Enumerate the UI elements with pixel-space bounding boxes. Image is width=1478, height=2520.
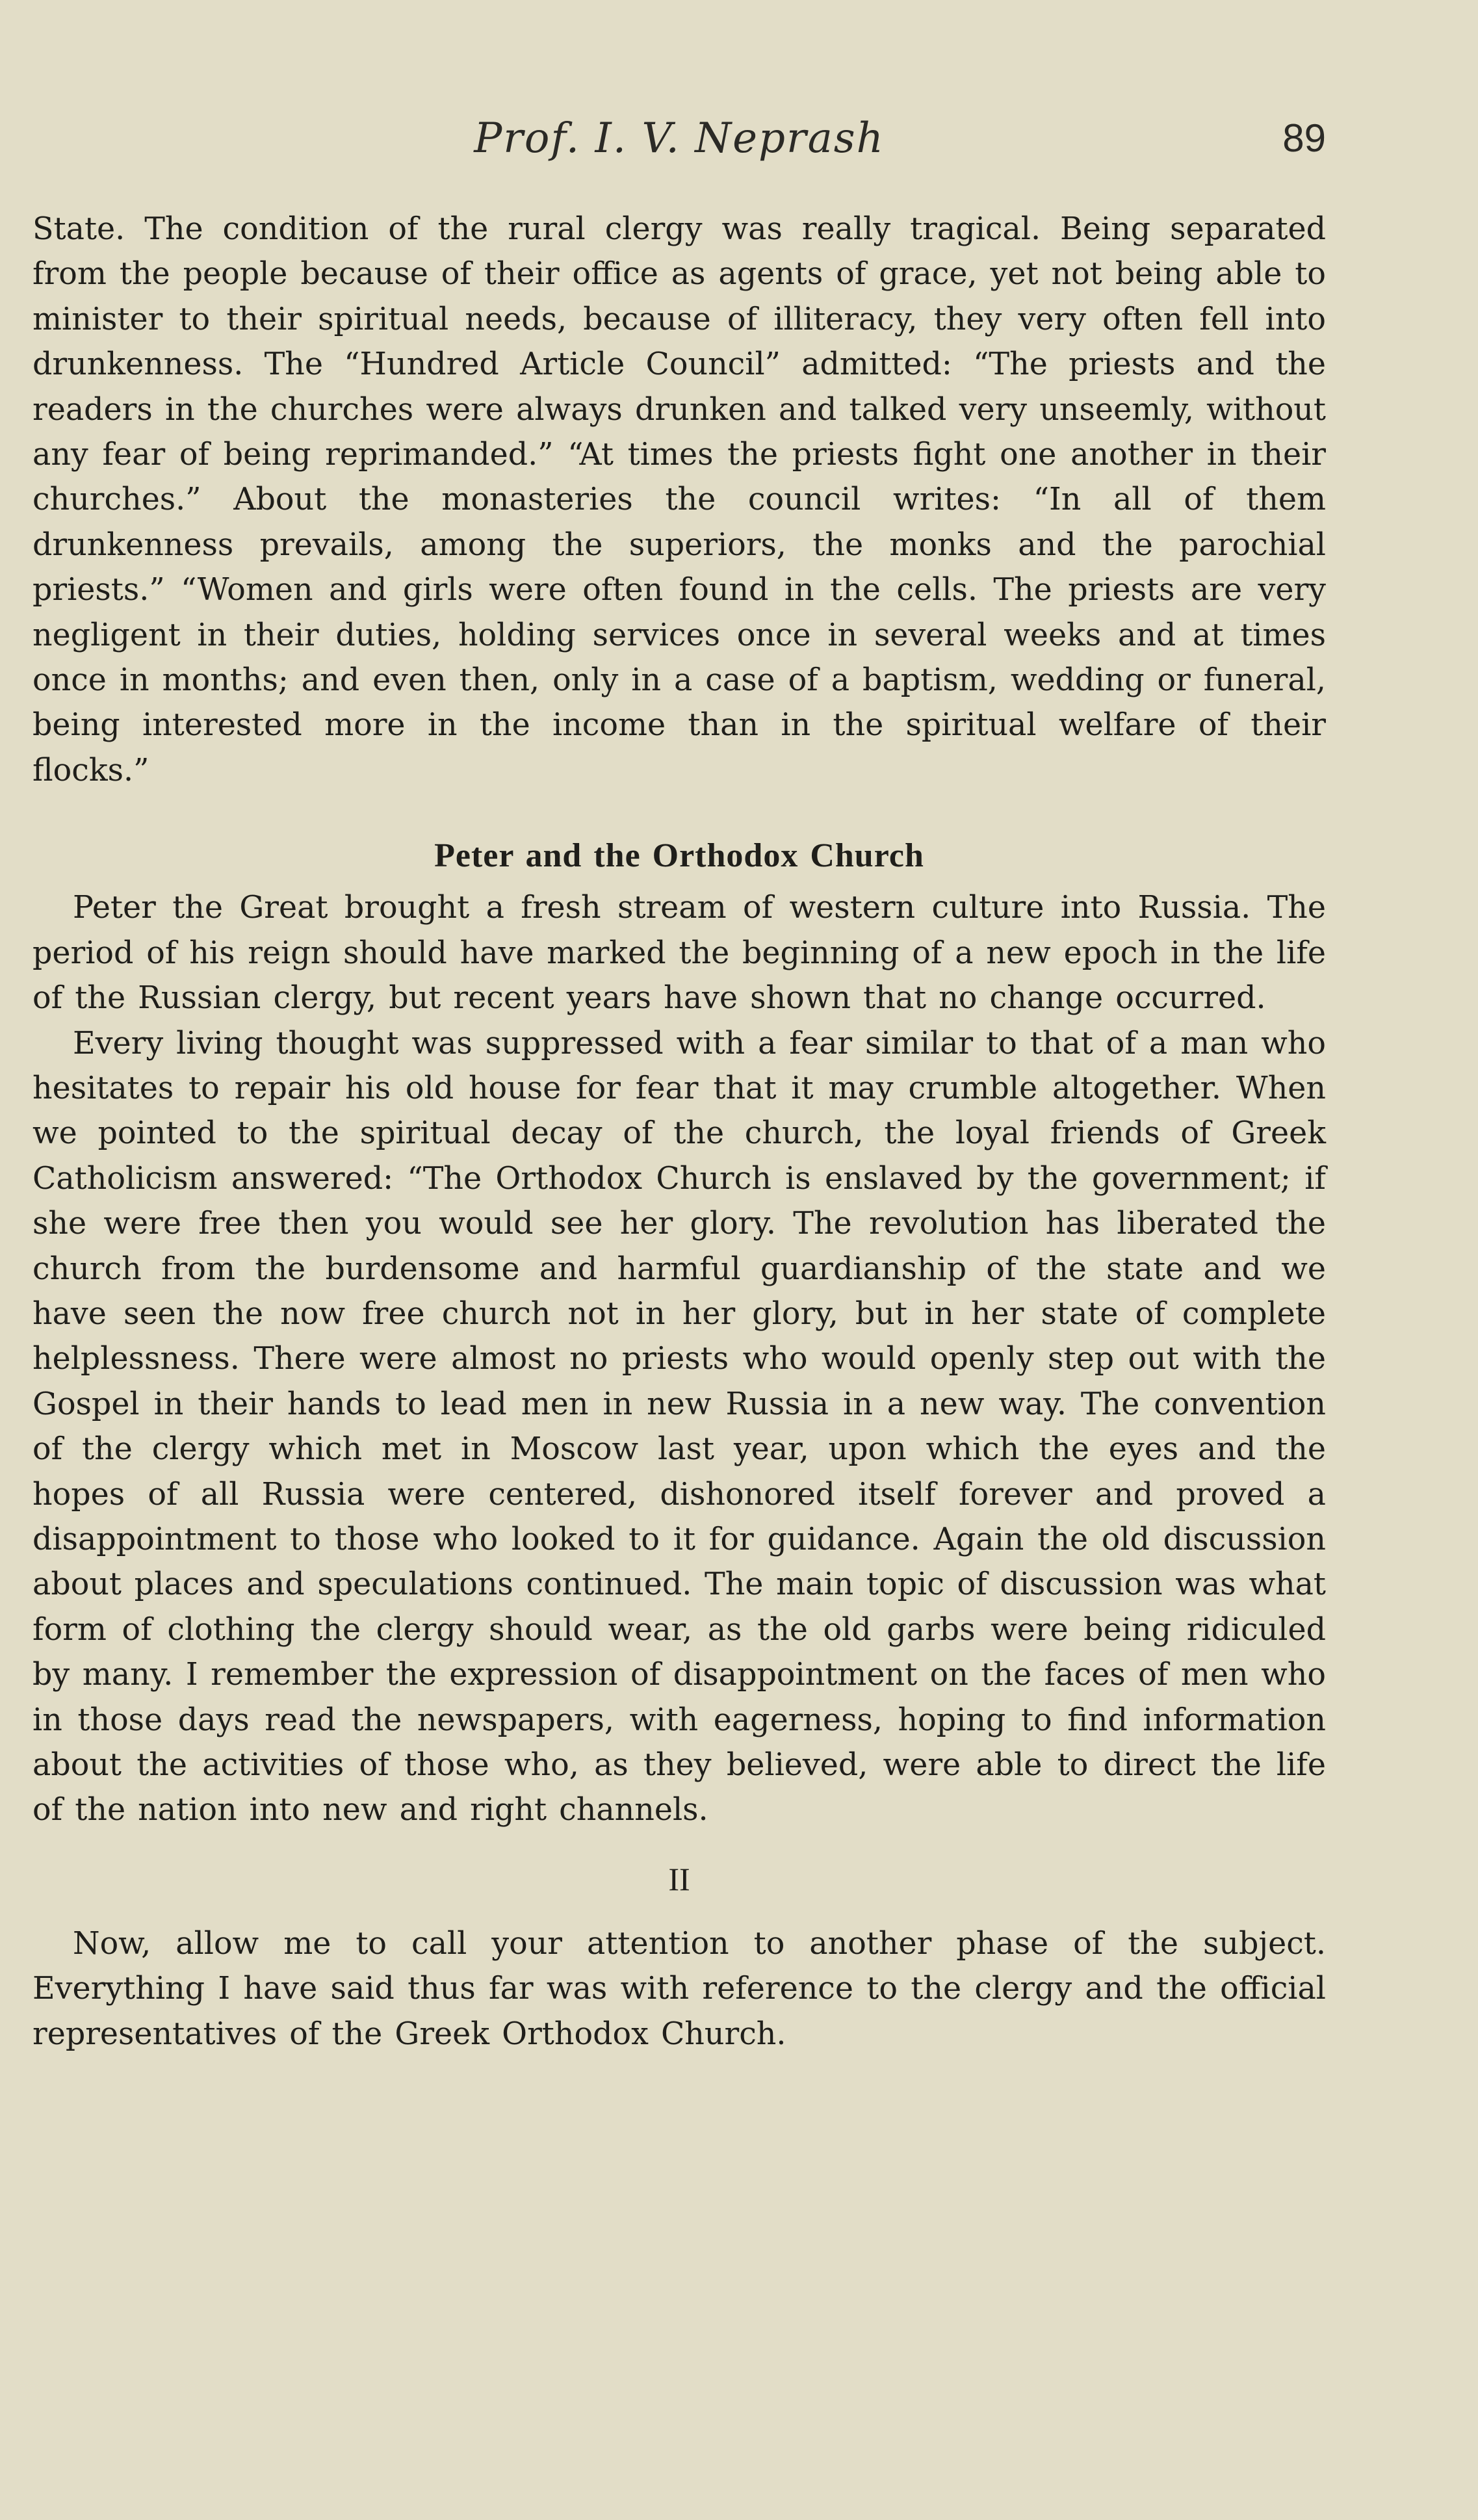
paragraph: Now, allow me to call your attention to another phase of the subject. Everything I have said thus far was with reference to the clergy and the official representatives of the Greek Orthodox Church. (32, 1925, 1326, 2052)
page-number: 89 (1282, 116, 1326, 160)
running-head (32, 109, 1326, 168)
body-text (32, 207, 1326, 2057)
section-numeral: II (668, 1860, 690, 1897)
paragraph: Every living thought was suppressed with a fear similar to that of a man who hesitates to repair his old house for fear that it may crumble altogether. When we pointed to the spiritual decay of the church, the loyal friends of Greek Catholicism answered: “The Orthodox Church is enslaved by the government; if she were free then you would see her glory. The revolution has liberated the church from the burdensome and harmful guardianship of the state and we have seen the now free church not in her glory, but in her state of complete helplessness. There were almost no priests who would openly step out with the Gospel in their hands to lead men in new Russia in a new way. The convention of the clergy which met in Moscow last year, upon which the eyes and the hopes of all Russia were centered, dishonored itself forever and proved a disappointment to those who looked to it for guidance. Again the old discussion about places and speculations continued. The main topic of discussion was what form of clothing the clergy should wear, as the old garbs were being ridiculed by many. I remember the expression of disappointment on the faces of men who in those days read the newspapers, with eagerness, hoping to find information about the activities of those who, as they believed, were able to direct the life of the nation into new and right channels. (32, 1025, 1326, 1828)
paragraph: Peter the Great brought a fresh stream of western culture into Russia. The period of his reign should have marked the beginning of a new epoch in the life of the Russian clergy, but recent years have shown that no change occurred. (32, 890, 1326, 1017)
running-title: Prof. I. V. Neprash (474, 114, 885, 162)
paragraph-intro: State. The condition of the rural clergy was really tragical. Being separated from the people because of their office as agents of grace, yet not being able to minister to their spiritual needs, because of illiteracy, they very often fell into drunkenness. The “Hundred Article Council” admitted: “The priests and the readers in the churches were always drunken and talked very unseemly, without any fear of being reprimanded.” “At times the priests fight one another in their churches.” About the monasteries the council writes: “In all of them drunkenness prevails, among the superiors, the monks and the parochial priests.” “Women and girls were often found in the cells. The priests are very negligent in their duties, holding services once in several weeks and at times once in months; and even then, only in a case of a baptism, wedding or funeral, being interested more in the income than in the spiritual welfare of their flocks.” (32, 211, 1326, 788)
section-title: Peter and the Orthodox Church (434, 837, 924, 875)
